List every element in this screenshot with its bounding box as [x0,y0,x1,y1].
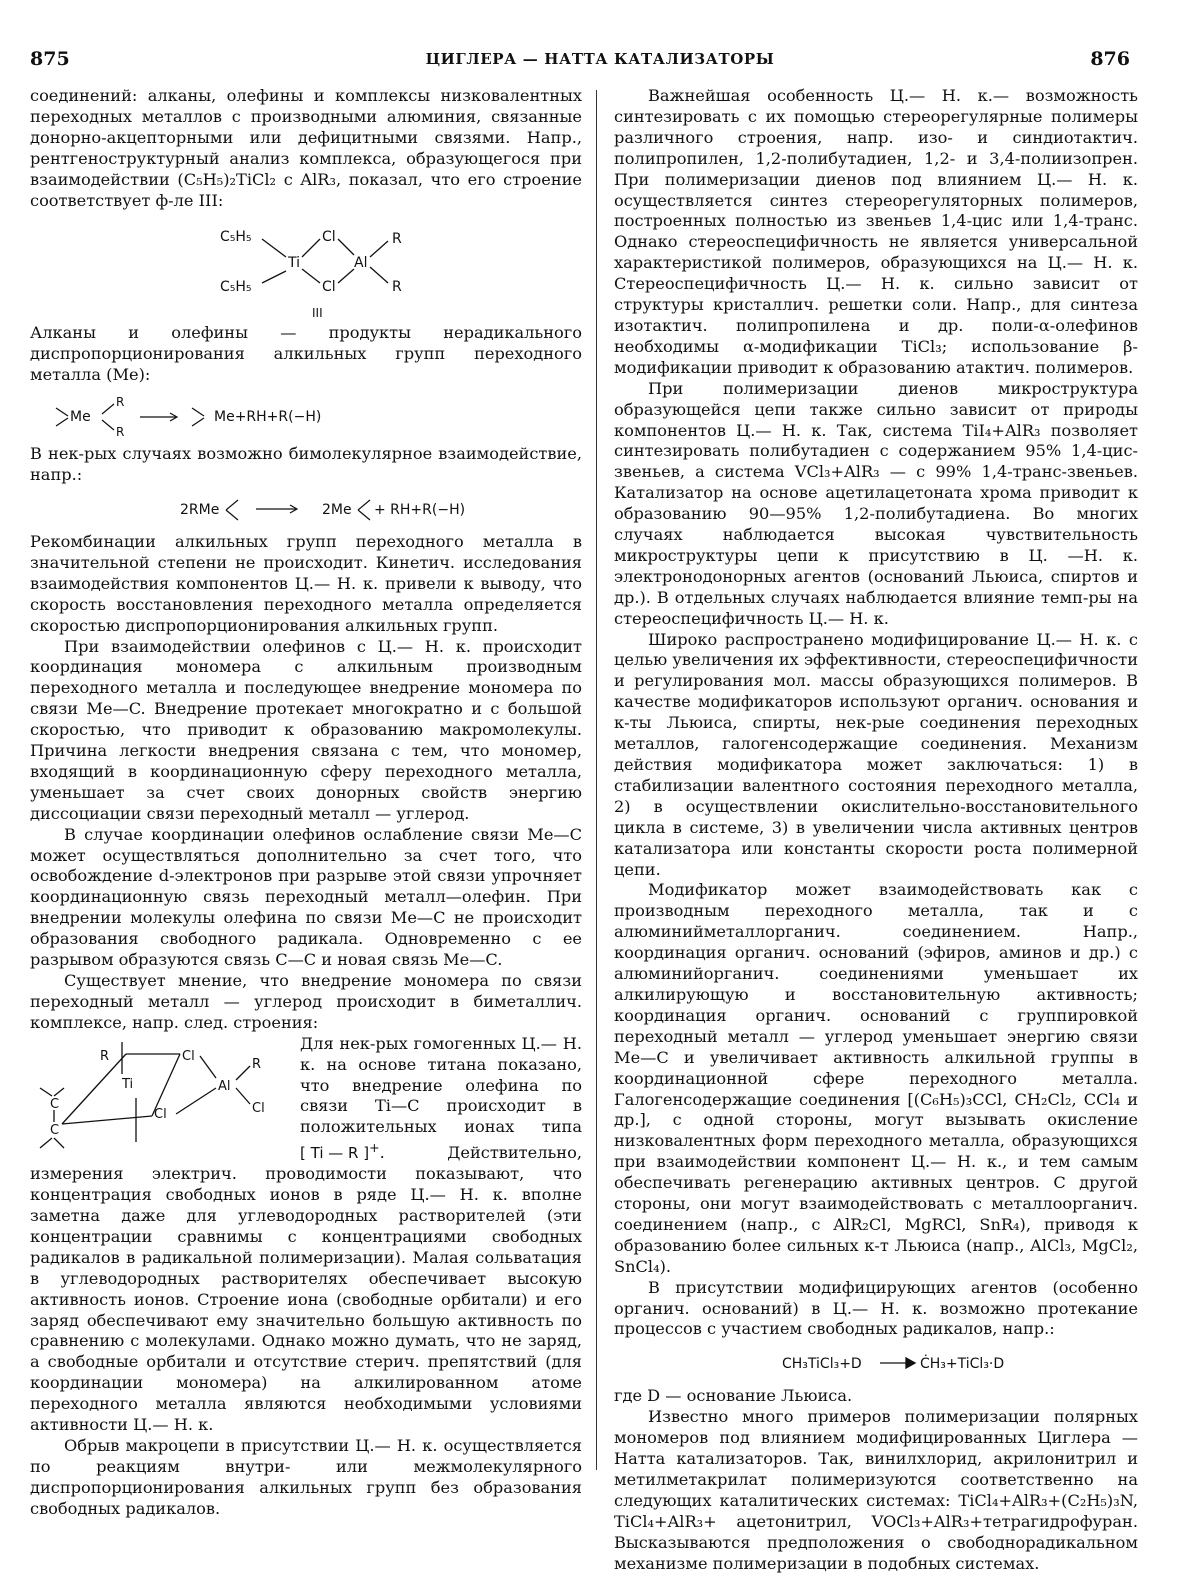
page-number-right: 876 [1090,48,1130,70]
paragraph: . Действительно, измерения электрич. проводимости показывают, что концентрация свободных ионов в ряде Ц.— Н. к. вполне заметна даже для углеводородных растворителей (эти концентрации сравнимы с концентрациями свободных радикалов в радикальной полимеризации). Малая сольватация в углеводородных растворителях обеспечивает высокую активность ионов. Строение иона (свободные орбитали) и его заряд обеспечивают ему значительно большую активность по сравнению с молекулами. Однако можно думать, что не заряд, а свободные орбитали и отсутствие стерич. препятствий (для координации мономера) на алкилированном атоме переходного металла являются необходимыми условиями активности Ц.— Н. к. [30,1143,582,1435]
equation-text: ĊH₃+TiCl₃·D [920,1356,1005,1373]
formula-number: III [312,306,323,321]
page-number-left: 875 [30,48,70,70]
formula-r-label: R [392,231,402,248]
paragraph: При взаимодействии олефинов с Ц.— Н. к. происходит координация мономера с алкильным производным переходного металла и последующее внедрение мономера по связи Me—C. Внедрение протекает многократно и с большой скоростью, что приводит к образованию макромолекулы. Причина легкости внедрения связана с тем, что мономер, входящий в координационную сферу переходного металла, уменьшает за счет своих донорных свойств энергию диссоциации связи переходный металл — углерод. [30,636,582,823]
formula-cl-label: Cl [322,229,336,246]
formula-ring-label: C₅H₅ [220,279,252,296]
equation-text: R [116,395,125,410]
formula-cl-label: Cl [252,1100,265,1116]
paragraph: где D — основание Льюиса. [614,1386,853,1406]
left-column [30,86,582,1526]
formula-ti-label: Ti [288,255,301,272]
formula-r-label: R [100,1048,110,1064]
paragraph: В случае координации олефинов ослабление связи Me—C может осуществляться дополнительно за счет того, что освобождение d-электронов при разрыве этой связи упрочняет координационную связь переходный металл—олефин. При внедрении молекулы олефина по связи Me—C не происходит образования свободного радикала. Одновременно с ее разрывом образуются связь C—C и новая связь Me—C. [30,824,582,970]
paragraph: Важнейшая особенность Ц.— Н. к.— возможность синтезировать с их помощью стереорегулярные полимеры различного строения, напр. изо- и синдиотактич. полипропилен, 1,2-полибутадиен, 1,2- и 3,4-полиизопрен. При полимеризации диенов под влиянием Ц.— Н. к. осуществляется синтез стереорегуляторных полимеров, построенных полностью из звеньев 1,4-цис или 1,4-транс. Однако стереоспецифичность не является универсальной характеристикой полимеров, образующихся на Ц.— Н. к. Стереоспецифичность Ц.— Н. к. сильно зависит от структуры кристаллич. решетки соли. Напр., для синтеза изотактич. полипропилена и др. поли-α-олефинов необходимы α-модификации TiCl₃; использование β-модификации приводит к образованию атактич. полимеров. [614,86,1138,377]
paragraph: В присутствии модифицирующих агентов (особенно органич. оснований) в Ц.— Н. к. возможно протекание процессов с участием свободных радикалов, напр.: [614,1277,1138,1339]
paragraph: соединений: алканы, олефины и комплексы низковалентных переходных металлов с производными алюминия, связанные донорно-акцепторными или дефицитными связями. Напр., рентгеноструктурный анализ комплекса, образующегося при взаимодействии (C₅H₅)₂TiCl₂ с AlR₃, показал, что его строение соответствует ф-ле III: [30,86,582,210]
paragraph: Обрыв макроцепи в присутствии Ц.— Н. к. осуществляется по реакциям внутри- или межмолекулярного диспропорционирования алкильных групп без образования свободных радикалов. [30,1435,582,1518]
equation-radical [614,1346,1138,1380]
right-column [614,86,1138,1573]
column-rule [596,90,597,1470]
equation-disproportionation [30,392,582,438]
ion-charge: + [369,1140,380,1156]
equation-text: + RH+R(−H) [374,501,466,518]
formula-r-label: R [252,1056,262,1072]
structural-formula-iii [30,211,582,323]
paragraph: Модификатор может взаимодействовать как с производным переходного металла, так и с алюминийметаллорганич. соединением. Напр., координация органич. оснований (эфиров, аминов и др.) с алюминийорганич. соединениями уменьшает их алкилирующую и восстановительную активность; координация органич. оснований с группировкой переходный металл — углерод уменьшает энергию связи Me—C и увеличивает активность алкильной группы в координационной сфере переходного металла. Галогенсодержащие соединения [(C₆H₅)₃CCl, CH₂Cl₂, CCl₄ и др.], с одной стороны, могут вызывать окисление низковалентных форм переходного металла, образующихся при взаимодействии компонент Ц.— Н. к., и тем самым обеспечивать регенерацию активных центров. С другой стороны, они могут взаимодействовать с металлоорганич. соединением (напр., с AlR₂Cl, MgRCl, SnR₄), приводя к образованию более сильных к-т Льюиса (напр., AlCl₃, MgCl₂, SnCl₄). [614,880,1138,1276]
paragraph-with-figure [30,1034,582,1436]
paragraph: Алканы и олефины — продукты нерадикального диспропорционирования алкильных групп переходного металла (Me): [30,323,582,385]
paragraph: Существует мнение, что внедрение мономера по связи переходный металл — углерод происходит в биметаллич. комплексе, напр. след. строения: [30,971,582,1032]
equation-text: 2RMe [180,501,220,518]
paragraph: Широко распространено модифицирование Ц.— Н. к. с целью увеличения их эффективности, стереоспецифичности и регулирования мол. массы образующихся полимеров. В качестве модификаторов используют органич. основания и к-ты Льюиса, спирты, нек-рые соединения переходных металлов, галогенсодержащие соединения. Механизм действия модификатора может заключаться: 1) в стабилизации валентного состояния переходного металла, 2) в осуществлении окислительно-восстановительного цикла в системе, 3) в увеличении числа активных центров катализатора или константы скорости роста полимерной цепи. [614,629,1138,879]
formula-c-label: C [50,1096,60,1112]
formula-ring-label: C₅H₅ [220,229,252,246]
paragraph: Рекомбинации алкильных групп переходного металла в значительной степени не происходит. Кинетич. исследования взаимодействия компонентов Ц.— Н. к. привели к выводу, что скорость восстановления переходного металла определяется скоростью диспропорционирования алкильных групп. [30,531,582,635]
equation-text: Me [70,409,91,426]
running-title: ЦИГЛЕРА — НАТТА КАТАЛИЗАТОРЫ [425,50,775,68]
equation-bimolecular [30,492,582,526]
paragraph: Известно много примеров полимеризации полярных мономеров под влиянием модифицированных Циглера — Натта катализаторов. Так, винилхлорид, акрилонитрил и метилметакрилат полимеризуются соответственно на следующих каталитических системах: TiCl₄+AlR₃+(C₂H₅)₃N, TiCl₄+AlR₃+ ацетонитрил, VOCl₃+AlR₃+тетрагидрофуран. Высказываются предположения о свободнорадикальном механизме полимеризации в подобных системах. [614,1407,1138,1573]
equation-text: CH₃TiCl₃+D [782,1356,862,1373]
ion-formula: [ Ti — R ]+ [300,1140,380,1163]
equation-text: 2Me [322,501,352,518]
equation-text: R [116,425,125,440]
equation-text: Me+RH+R(−H) [214,409,322,426]
formula-cl-label: Cl [322,279,336,296]
formula-al-label: Al [218,1078,231,1094]
formula-cl-label: Cl [154,1106,167,1122]
formula-al-label: Al [354,255,368,272]
ion-label: Ti — R [310,1144,359,1163]
formula-ti-label: Ti [122,1076,134,1092]
formula-cl-label: Cl [182,1048,195,1064]
structural-formula-bimetallic [30,1038,292,1156]
formula-r-label: R [392,279,402,296]
paragraph: В нек-рых случаях возможно бимолекулярное взаимодействие, напр.: [30,444,582,485]
paragraph: Для нек-рых гомогенных Ц.— Н. к. на основе титана показано, что внедрение олефина по связи Ti—C происходит в положительных ионах типа [300,1033,582,1137]
paragraph: При полимеризации диенов микроструктура образующейся цепи также сильно зависит от природы компонентов Ц.— Н. к. Так, система TiI₄+AlR₃ позволяет синтезировать полибутадиен с содержанием 95% 1,4-цис-звеньев, а система VCl₃+AlR₃ — с 99% 1,4-транс-звеньев. Катализатор на основе ацетилацетоната хрома приводит к образованию 90—95% 1,2-полибутадиена. Во многих случаях наблюдается высокая чувствительность микроструктуры цепи к присутствию в Ц. —Н. к. электронодонорных агентов (оснований Льюиса, спиртов и др.). В отдельных случаях наблюдается влияние темп-ры на стереоспецифичность Ц.— Н. к. [614,378,1138,628]
formula-c-label: C [50,1122,60,1138]
running-header [0,48,1200,78]
